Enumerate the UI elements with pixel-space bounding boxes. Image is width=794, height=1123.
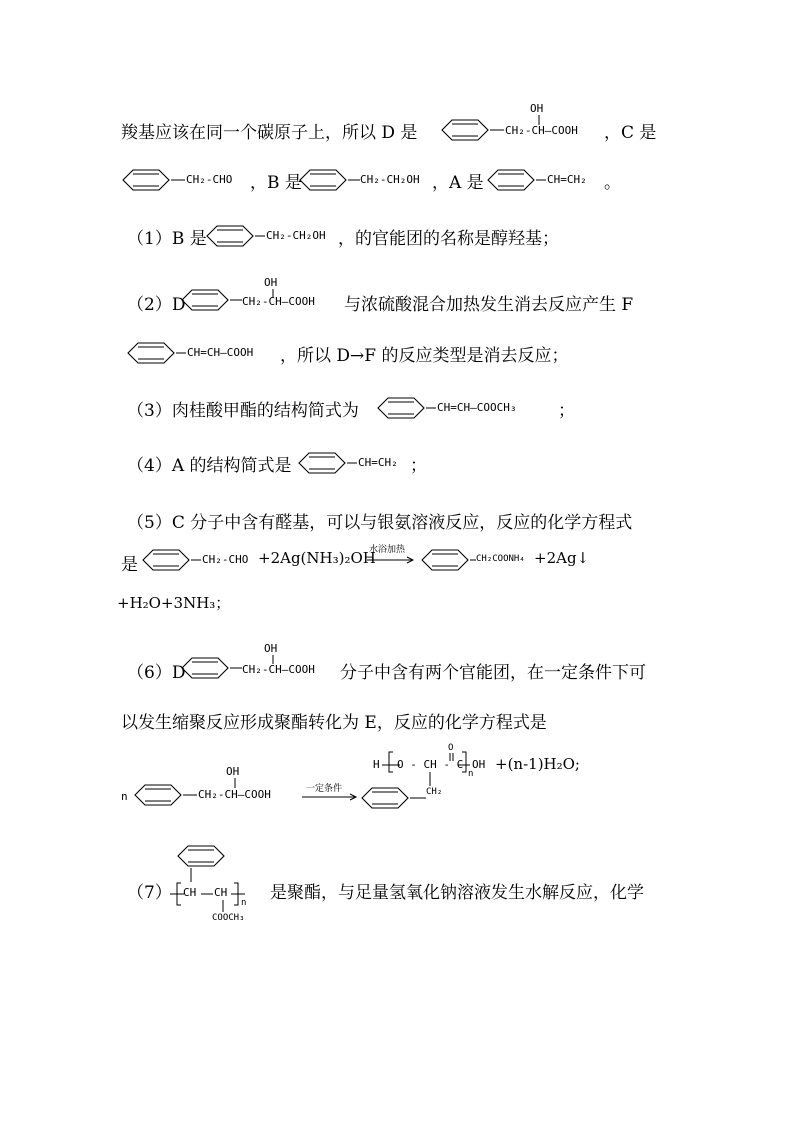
question-5-tail: [0, 578, 794, 638]
chain: CH₂-CH—COOH: [505, 124, 578, 137]
text: 羧基应该在同一个碳原子上，所以 D 是: [121, 123, 418, 143]
end-group-h: H: [373, 758, 380, 771]
subscript-n: n: [241, 898, 247, 908]
question-6-equation: [0, 745, 794, 825]
question-6: [0, 640, 794, 700]
bond-line: [426, 407, 436, 409]
chain: CH₂-CHO: [186, 173, 233, 186]
ch-group: CH: [183, 886, 197, 899]
bond-line: [429, 772, 431, 786]
ch2-group: CH₂: [426, 787, 443, 797]
chain: CH₂-CH—COOH: [242, 295, 315, 308]
bond-line: [176, 352, 186, 354]
text: +2Ag↓: [534, 549, 590, 567]
bond-line: [230, 299, 242, 301]
coefficient: n: [121, 790, 128, 803]
text: 是: [121, 555, 138, 575]
bond-line: [234, 778, 236, 788]
chain: CH₂-CH₂OH: [360, 173, 420, 186]
reaction-arrow: [302, 793, 358, 801]
question-7: [0, 840, 794, 940]
bond-line: [183, 794, 197, 796]
text: ；: [410, 456, 427, 476]
benzene-ring: [133, 783, 183, 807]
subscript-n: n: [468, 769, 474, 779]
text: （4）A 的结构简式是: [127, 456, 292, 476]
end-group-oh: OH: [472, 758, 486, 771]
bond-line: [170, 893, 184, 895]
oh-group: OH: [264, 276, 278, 289]
text: ，B 是: [250, 173, 302, 193]
chain: CH=CH₂: [547, 173, 587, 186]
chain: CH₂-CH—COOH: [242, 663, 315, 676]
bond-line: [171, 179, 185, 181]
question-3: [0, 380, 794, 440]
oh-group: OH: [264, 642, 278, 655]
benzene-ring: [180, 656, 230, 680]
line-2: [0, 152, 794, 212]
benzene-ring: [180, 288, 230, 312]
carbonyl-o: O: [448, 743, 454, 753]
bond-line: [536, 179, 546, 181]
chain: CH=CH—COOCH₃: [437, 401, 517, 414]
text: （5）C 分子中含有醛基，可以与银氨溶液反应，反应的化学方程式: [127, 513, 633, 533]
oh-group: OH: [226, 765, 240, 778]
bond-line: [490, 129, 504, 131]
byproduct: +(n-1)H₂O;: [495, 755, 580, 773]
text: ，A 是: [432, 173, 484, 193]
question-4: [0, 435, 794, 495]
bond-line: [201, 893, 213, 895]
bond-line: [255, 235, 265, 237]
chain: CH=CH—COOH: [187, 346, 254, 359]
benzene-ring: [126, 341, 176, 365]
bond-line: [230, 667, 242, 669]
text: （1）B 是: [127, 229, 207, 249]
text: （6）D: [127, 663, 186, 683]
double-bond: [449, 753, 455, 761]
bond-line: [410, 797, 426, 799]
bond-line: [191, 559, 201, 561]
question-2-line-2: [0, 325, 794, 385]
bracket-left: [388, 751, 394, 773]
text: ，所以 D→F 的反应类型是消去反应；: [280, 346, 569, 366]
bond-line: [190, 868, 192, 882]
text: 。: [604, 173, 621, 193]
product: CH₂COONH₄: [476, 554, 525, 564]
text: 分子中含有两个官能团，在一定条件下可: [340, 663, 646, 683]
chain: CH₂-CHO: [202, 553, 249, 566]
benzene-ring: [176, 844, 226, 868]
question-1: [0, 208, 794, 268]
ester-group: COOCH₃: [212, 913, 245, 923]
text: 是聚酯，与足量氢氧化钠溶液发生水解反应，化学: [270, 883, 644, 903]
benzene-ring: [420, 548, 470, 572]
reaction-arrow: [367, 556, 415, 564]
benzene-ring: [360, 786, 410, 810]
oh-group: OH: [530, 102, 544, 115]
chain: CH₂-CH₂OH: [266, 229, 326, 242]
repeat-unit: O - CH - C: [397, 758, 464, 771]
text: ；: [558, 401, 575, 421]
text: （2）D: [127, 295, 186, 315]
text: 以发生缩聚反应形成聚酯转化为 E，反应的化学方程式是: [121, 713, 547, 733]
benzene-ring: [486, 168, 536, 192]
condition: 水浴加热: [369, 545, 406, 555]
bracket-right: [233, 882, 239, 906]
benzene-ring: [440, 118, 490, 142]
text: 与浓硫酸混合加热发生消去反应产生 F: [344, 295, 634, 315]
chain: CH=CH₂: [358, 456, 398, 469]
benzene-ring: [376, 396, 426, 420]
question-2: [0, 272, 794, 332]
reagent: +2Ag(NH₃)₂OH: [258, 549, 376, 567]
text: ，C 是: [604, 123, 657, 143]
text: ，的官能团的名称是醇羟基；: [338, 229, 559, 249]
benzene-ring: [298, 168, 348, 192]
bond-line: [347, 462, 357, 464]
benzene-ring: [205, 224, 255, 248]
line-1: [0, 100, 794, 160]
text: （7）: [127, 883, 172, 903]
text: （3）肉桂酸甲酯的结构简式为: [127, 401, 359, 421]
bond-line: [348, 179, 360, 181]
benzene-ring: [297, 451, 347, 475]
bracket-right: [461, 751, 467, 773]
benzene-ring: [121, 168, 171, 192]
text: +H₂O+3NH₃；: [117, 594, 231, 612]
chain: CH₂-CH—COOH: [198, 788, 271, 801]
bond-line: [222, 900, 224, 912]
benzene-ring: [141, 548, 191, 572]
condition: 一定条件: [306, 784, 343, 794]
ch-group: CH: [214, 886, 228, 899]
